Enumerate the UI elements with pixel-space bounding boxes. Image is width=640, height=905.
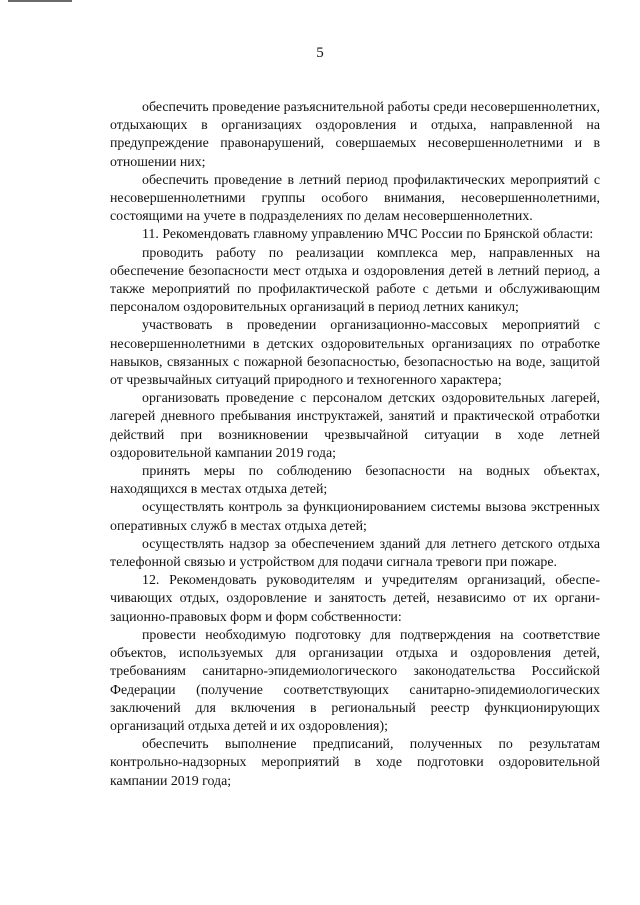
paragraph-item-11: 11. Рекомендовать главному управлению МЧС России по Брянской области:	[142, 227, 594, 243]
paragraph-juvenile-awareness: обеспечить проведение разъяснительной работы среди несовершеннолетних, отдыхающих в организациях оздоровления и отдыха, направленной на предупреждение правонарушений, совершаемых несовершеннолетними и в отношении них;	[110, 100, 600, 170]
page-number: 5	[316, 45, 324, 61]
scan-edge-mark	[8, 0, 72, 2]
paragraph-mass-events: участвовать в проведении организационно-массовых мероприятий с несовершеннолетними в детских оздоровительных организациях по отработке навыков, связанных с пожарной безопасностью, безопасностью на воде, защитой от чрезвычайных ситуаций природного и техногенного характера;	[110, 318, 600, 389]
paragraph-fire-alarm-supervision: осуществлять надзор за обеспечением зданий для летнего детского отдыха телефонной связью и устройством для подачи сигнала тревоги при пожаре.	[110, 536, 600, 571]
paragraph-sanitary-compliance: провести необходимую подготовку для подтверждения на соответствие объектов, используемых для организации отдыха и оздоровления детей, требованиям санитарно-эпидемиологического законодательства Российской Федерации (получение соответствующих санитарно-эпидемиологических заключений для включения в региональный реестр функционирующих организаций отдыха детей и их оздоровления);	[110, 627, 600, 734]
paragraph-safety-complex: проводить работу по реализации комплекса мер, направленных на обеспечение безопасности мест отдыха и оздоровления детей в летний период, а также мероприятий по профилактической работе с детьми и обслуживающим персоналом оздоровительных организаций в период летних каникул;	[110, 245, 600, 316]
paragraph-emergency-call-system: осуществлять контроль за функционированием системы вызова экстренных оперативных служб в местах отдыха детей;	[110, 500, 600, 534]
paragraph-item-12: 12. Рекомендовать руководителям и учредителям организаций, обеспечивающих отдых, оздоровление и занятость детей, независимо от их организационно-правовых форм и форм собственности:	[110, 573, 600, 625]
paragraph-staff-briefings: организовать проведение с персоналом детских оздоровительных лагерей, лагерей дневного пребывания инструктажей, занятий и практической отработки действий при возникновении чрезвычайной ситуации в ходе летней оздоровительной кампании 2019 года;	[110, 391, 600, 461]
document-body	[110, 99, 600, 791]
paragraph-water-safety: принять меры по соблюдению безопасности на водных объектах, находящихся в местах отдыха детей;	[110, 464, 600, 498]
paragraph-inspection-orders: обеспечить выполнение предписаний, полученных по результатам контрольно-надзорных мероприятий в ходе подготовки оздоровительной кампании 2019 года;	[110, 737, 600, 789]
paragraph-prevention-measures: обеспечить проведение в летний период профилактических мероприятий с несовершеннолетними группы особого внимания, несовершеннолетними, состоящими на учете в подразделениях по делам несовершеннолетних.	[110, 172, 600, 225]
